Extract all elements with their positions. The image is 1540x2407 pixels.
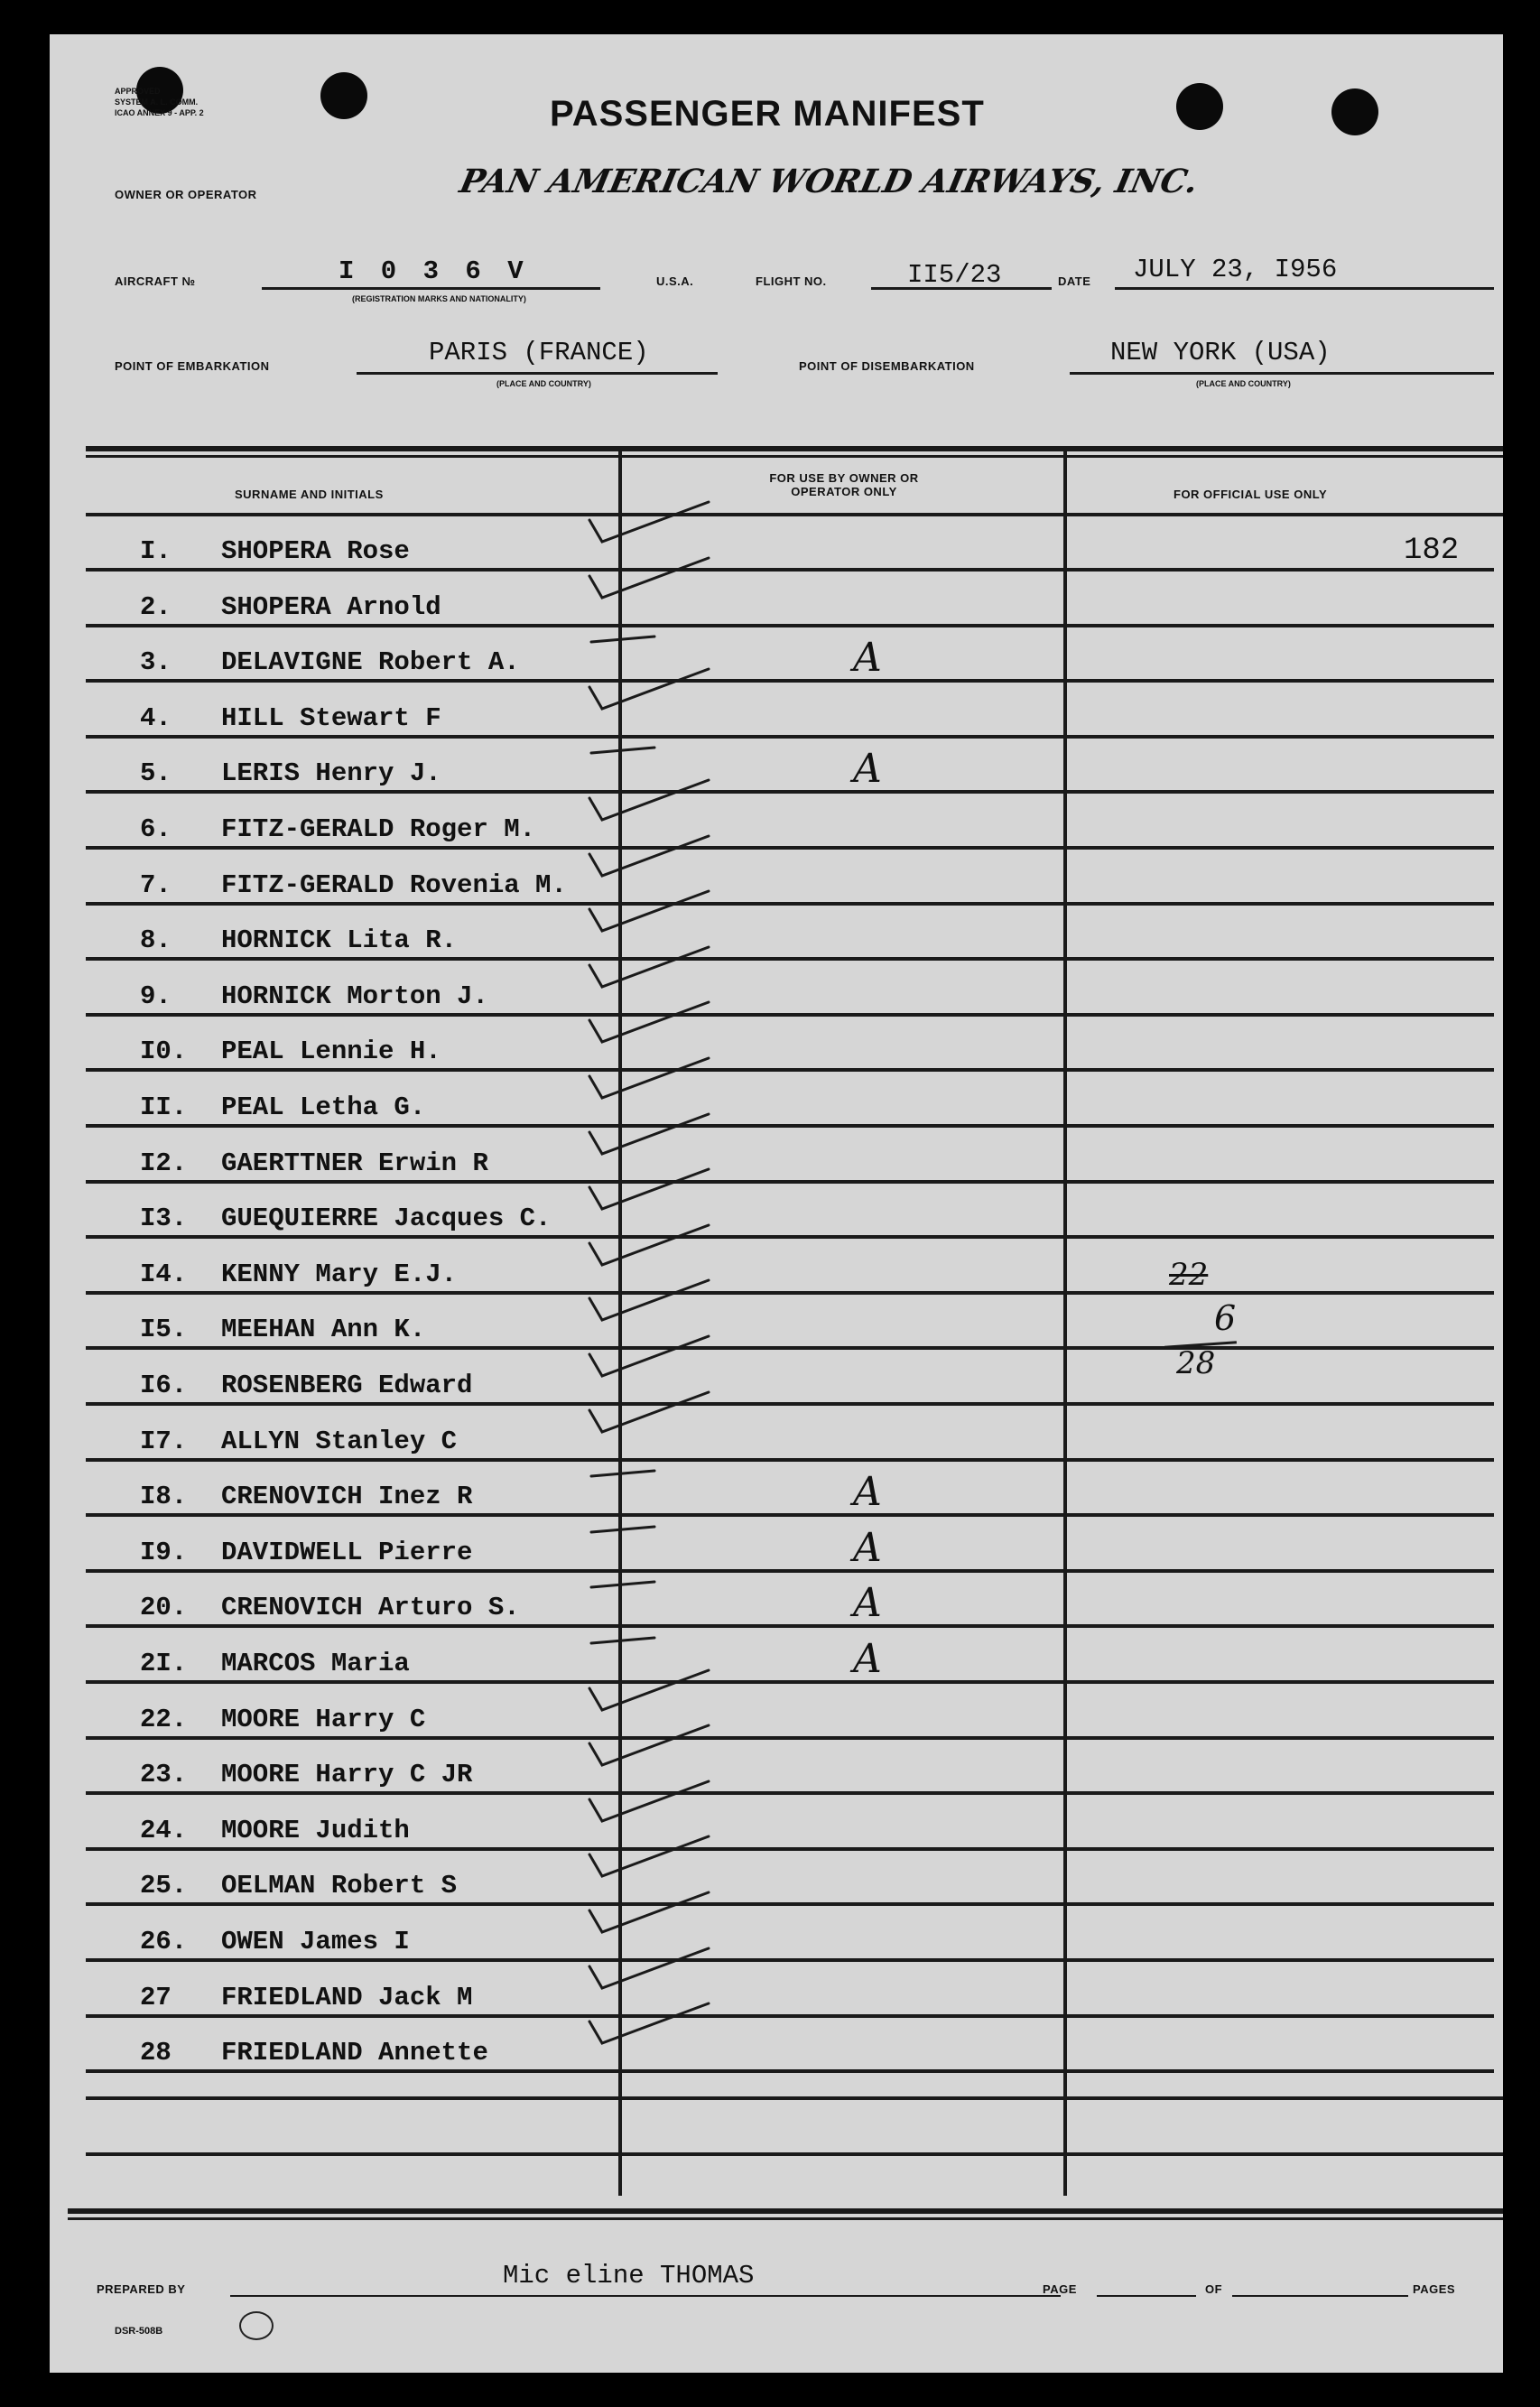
disembarkation-label: POINT OF DISEMBARKATION	[799, 359, 975, 373]
row-rule	[86, 790, 1494, 794]
owner-value: PAN AMERICAN WORLD AIRWAYS, INC.	[456, 163, 1202, 200]
checkmark-icon	[564, 1440, 754, 1503]
passenger-row	[86, 516, 1494, 572]
approval-line-1: APPROVED	[115, 87, 161, 96]
passenger-number: 22.	[140, 1704, 188, 1734]
embarkation-sublabel: (PLACE AND COUNTRY)	[496, 379, 591, 388]
row-rule	[86, 1458, 1494, 1462]
passenger-number: 28	[140, 2038, 172, 2068]
checkmark-icon	[564, 995, 754, 1058]
passenger-row	[86, 1462, 1494, 1517]
passenger-number: I2.	[140, 1148, 188, 1178]
row-rule	[86, 1013, 1494, 1017]
row-rule	[86, 1680, 1494, 1684]
passenger-name: GUEQUIERRE Jacques C.	[221, 1204, 552, 1234]
passenger-name: MOORE Harry C	[221, 1704, 426, 1734]
passenger-name: ALLYN Stanley C	[221, 1426, 458, 1456]
checkmark-icon	[564, 1218, 754, 1281]
passenger-number: I4.	[140, 1259, 188, 1289]
approval-line-3: ICAO ANNEX 9 - APP. 2	[115, 108, 204, 117]
row-rule	[86, 846, 1494, 850]
checkmark-icon	[564, 1273, 754, 1336]
disembarkation-sublabel: (PLACE AND COUNTRY)	[1196, 379, 1291, 388]
prepared-field-line	[230, 2295, 1061, 2297]
punch-hole-left-2	[320, 72, 367, 119]
passenger-number: I3.	[140, 1204, 188, 1234]
row-rule	[86, 1291, 1494, 1295]
printer-seal-icon	[239, 2311, 274, 2340]
checkmark-icon	[564, 1107, 754, 1170]
aircraft-field-line	[262, 287, 600, 290]
passenger-row	[86, 1518, 1494, 1573]
passenger-name: MOORE Harry C JR	[221, 1760, 473, 1790]
row-rule	[86, 1902, 1494, 1906]
official-entry: 182	[1404, 534, 1460, 568]
date-label: DATE	[1058, 274, 1091, 288]
passenger-name: HILL Stewart F	[221, 702, 441, 733]
passenger-row	[86, 1407, 1494, 1462]
aircraft-value: I 0 3 6 V	[339, 256, 529, 286]
tally-total: 28	[1176, 1345, 1216, 1381]
passenger-name: DELAVIGNE Robert A.	[221, 647, 520, 678]
passenger-name: FITZ-GERALD Roger M.	[221, 814, 536, 844]
passenger-number: 25.	[140, 1871, 188, 1901]
passenger-number: 4.	[140, 702, 172, 733]
passenger-number: 7.	[140, 869, 172, 900]
passenger-number: 20.	[140, 1593, 188, 1623]
checkmark-icon	[564, 1607, 754, 1670]
embarkation-field-line	[357, 372, 718, 375]
owner-mark: A	[853, 1469, 882, 1516]
row-rule	[86, 568, 1494, 572]
passenger-number: 24.	[140, 1815, 188, 1845]
checkmark-icon	[564, 1385, 754, 1448]
row-rule	[86, 1569, 1494, 1573]
passenger-row	[86, 1796, 1494, 1851]
passenger-name: CRENOVICH Arturo S.	[221, 1593, 520, 1623]
passenger-number: 26.	[140, 1927, 188, 1956]
passenger-row	[86, 1629, 1494, 1684]
col-header-names: SURNAME AND INITIALS	[235, 488, 384, 501]
passenger-name: HORNICK Morton J.	[221, 980, 488, 1011]
checkmark-icon	[564, 662, 754, 725]
checkmark-icon	[564, 1329, 754, 1392]
flight-number: II5/23	[907, 260, 1002, 290]
passenger-row	[86, 1740, 1494, 1795]
owner-mark: A	[853, 635, 882, 682]
passenger-number: 23.	[140, 1760, 188, 1790]
row-rule	[86, 1124, 1494, 1128]
col-header-official: FOR OFFICIAL USE ONLY	[1174, 488, 1328, 501]
passenger-row	[86, 1129, 1494, 1184]
passenger-number: I.	[140, 536, 172, 566]
page-label: PAGE	[1043, 2282, 1077, 2296]
blank-row-rule-2	[86, 2152, 1503, 2156]
passenger-number: 9.	[140, 980, 172, 1011]
checkmark-icon	[564, 1718, 754, 1781]
row-rule	[86, 624, 1494, 627]
owner-label: OWNER OR OPERATOR	[115, 188, 257, 201]
passenger-name: KENNY Mary E.J.	[221, 1259, 458, 1289]
checkmark-icon	[564, 1663, 754, 1726]
row-rule	[86, 1958, 1494, 1962]
checkmark-icon	[564, 717, 754, 780]
owner-mark: A	[853, 1636, 882, 1682]
passenger-name: FRIEDLAND Annette	[221, 2038, 488, 2068]
passenger-name: SHOPERA Rose	[221, 536, 410, 566]
checkmark-icon	[564, 551, 754, 614]
row-rule	[86, 902, 1494, 906]
passenger-number: 8.	[140, 925, 172, 956]
checkmark-icon	[564, 1551, 754, 1614]
aircraft-sublabel: (REGISTRATION MARKS AND NATIONALITY)	[352, 294, 526, 303]
passenger-number: I8.	[140, 1482, 188, 1512]
row-rule	[86, 1736, 1494, 1740]
passenger-number: I5.	[140, 1315, 188, 1345]
passenger-name: MARCOS Maria	[221, 1649, 410, 1678]
row-rule	[86, 1235, 1494, 1239]
owner-mark: A	[853, 1524, 882, 1571]
passenger-row	[86, 739, 1494, 794]
passenger-row	[86, 572, 1494, 627]
row-rule	[86, 1068, 1494, 1072]
tally-subtotal-2: 6	[1214, 1298, 1237, 1338]
of-field-line	[1232, 2295, 1408, 2297]
passenger-row	[86, 850, 1494, 906]
row-rule	[86, 1180, 1494, 1184]
passenger-name: OWEN James I	[221, 1927, 410, 1956]
passenger-number: 27	[140, 1982, 172, 2012]
passenger-row	[86, 962, 1494, 1017]
passenger-number: 2.	[140, 591, 172, 622]
row-rule	[86, 735, 1494, 739]
punch-hole-right-1	[1176, 83, 1223, 130]
table-top-rule	[86, 446, 1503, 451]
form-code: DSR-508B	[115, 2326, 163, 2337]
passenger-row	[86, 683, 1494, 739]
row-rule	[86, 1624, 1494, 1628]
page-field-line	[1097, 2295, 1196, 2297]
checkmark-icon	[564, 1941, 754, 2004]
row-rule	[86, 1402, 1494, 1406]
passenger-name: DAVIDWELL Pierre	[221, 1537, 473, 1567]
prepared-label: PREPARED BY	[97, 2282, 186, 2296]
page-title: PASSENGER MANIFEST	[550, 94, 985, 134]
passenger-row	[86, 1073, 1494, 1128]
passenger-row	[86, 1907, 1494, 1962]
table-top-rule-2	[86, 455, 1503, 458]
passenger-name: ROSENBERG Edward	[221, 1371, 473, 1400]
tally-subtotal-1: 22	[1169, 1257, 1209, 1293]
table-bottom-rule-2	[68, 2217, 1503, 2220]
checkmark-icon	[564, 1162, 754, 1225]
passenger-number: 5.	[140, 758, 172, 789]
passenger-name: LERIS Henry J.	[221, 758, 441, 789]
passenger-number: I6.	[140, 1371, 188, 1400]
passenger-number: 6.	[140, 814, 172, 844]
checkmark-icon	[564, 1829, 754, 1892]
checkmark-icon	[564, 1996, 754, 2059]
flight-label: FLIGHT NO.	[756, 274, 827, 288]
passenger-row	[86, 2018, 1494, 2073]
nationality-label: U.S.A.	[656, 274, 694, 288]
checkmark-icon	[564, 940, 754, 1003]
row-rule	[86, 1346, 1494, 1350]
checkmark-icon	[564, 829, 754, 892]
checkmark-icon	[564, 773, 754, 836]
blank-row-rule-1	[86, 2096, 1503, 2100]
row-rule	[86, 679, 1494, 683]
of-label: OF	[1205, 2282, 1223, 2296]
date-value: JULY 23, I956	[1133, 255, 1338, 284]
punch-hole-right-2	[1331, 88, 1378, 135]
passenger-row	[86, 1184, 1494, 1239]
aircraft-label: AIRCRAFT №	[115, 274, 196, 288]
passenger-number: I7.	[140, 1426, 188, 1456]
passenger-row	[86, 906, 1494, 961]
passenger-name: SHOPERA Arnold	[221, 591, 441, 622]
passenger-row	[86, 1685, 1494, 1740]
passenger-row	[86, 1017, 1494, 1072]
checkmark-icon	[564, 884, 754, 947]
checkmark-icon	[564, 1051, 754, 1114]
date-field-line	[1115, 287, 1494, 290]
row-rule	[86, 957, 1494, 961]
passenger-row	[86, 627, 1494, 683]
table-bottom-rule	[68, 2208, 1503, 2214]
owner-mark: A	[853, 746, 882, 793]
passenger-row	[86, 1573, 1494, 1628]
passenger-number: 3.	[140, 647, 172, 678]
passenger-number: I0.	[140, 1036, 188, 1067]
row-rule	[86, 2014, 1494, 2018]
passenger-row	[86, 1240, 1494, 1295]
row-rule	[86, 1791, 1494, 1795]
passenger-row	[86, 1851, 1494, 1906]
passenger-row	[86, 795, 1494, 850]
passenger-name: HORNICK Lita R.	[221, 925, 458, 956]
checkmark-icon	[564, 606, 754, 669]
embarkation-value: PARIS (FRANCE)	[429, 338, 649, 367]
passenger-name: PEAL Lennie H.	[221, 1036, 441, 1067]
passenger-name: PEAL Letha G.	[221, 1092, 426, 1122]
passenger-row	[86, 1351, 1494, 1406]
passenger-row	[86, 1295, 1494, 1350]
checkmark-icon	[564, 1496, 754, 1559]
passenger-name: OELMAN Robert S	[221, 1871, 458, 1901]
row-rule	[86, 1847, 1494, 1851]
passenger-name: FRIEDLAND Jack M	[221, 1982, 473, 2012]
checkmark-icon	[564, 1885, 754, 1948]
approval-line-2: SYSTEM A. L. COMM.	[115, 98, 199, 107]
passenger-number: 2I.	[140, 1649, 188, 1678]
passenger-number: I9.	[140, 1537, 188, 1567]
disembarkation-field-line	[1070, 372, 1494, 375]
checkmark-icon	[564, 1774, 754, 1837]
checkmark-icon	[564, 495, 754, 558]
passenger-name: MEEHAN Ann K.	[221, 1315, 426, 1345]
passenger-name: GAERTTNER Erwin R	[221, 1148, 488, 1178]
disembarkation-value: NEW YORK (USA)	[1110, 338, 1331, 367]
row-rule	[86, 1513, 1494, 1517]
row-rule	[86, 2069, 1494, 2073]
prepared-by-name: Mic eline THOMAS	[503, 2261, 755, 2291]
owner-mark: A	[853, 1580, 882, 1627]
passenger-number: II.	[140, 1092, 188, 1122]
passenger-name: MOORE Judith	[221, 1815, 410, 1845]
passenger-name: CRENOVICH Inez R	[221, 1482, 473, 1512]
manifest-sheet	[50, 34, 1503, 2373]
passenger-row	[86, 1963, 1494, 2018]
pages-label: PAGES	[1413, 2282, 1456, 2296]
passenger-name: FITZ-GERALD Rovenia M.	[221, 869, 567, 900]
embarkation-label: POINT OF EMBARKATION	[115, 359, 270, 373]
col-header-owner: FOR USE BY OWNER OR OPERATOR ONLY	[769, 471, 919, 498]
